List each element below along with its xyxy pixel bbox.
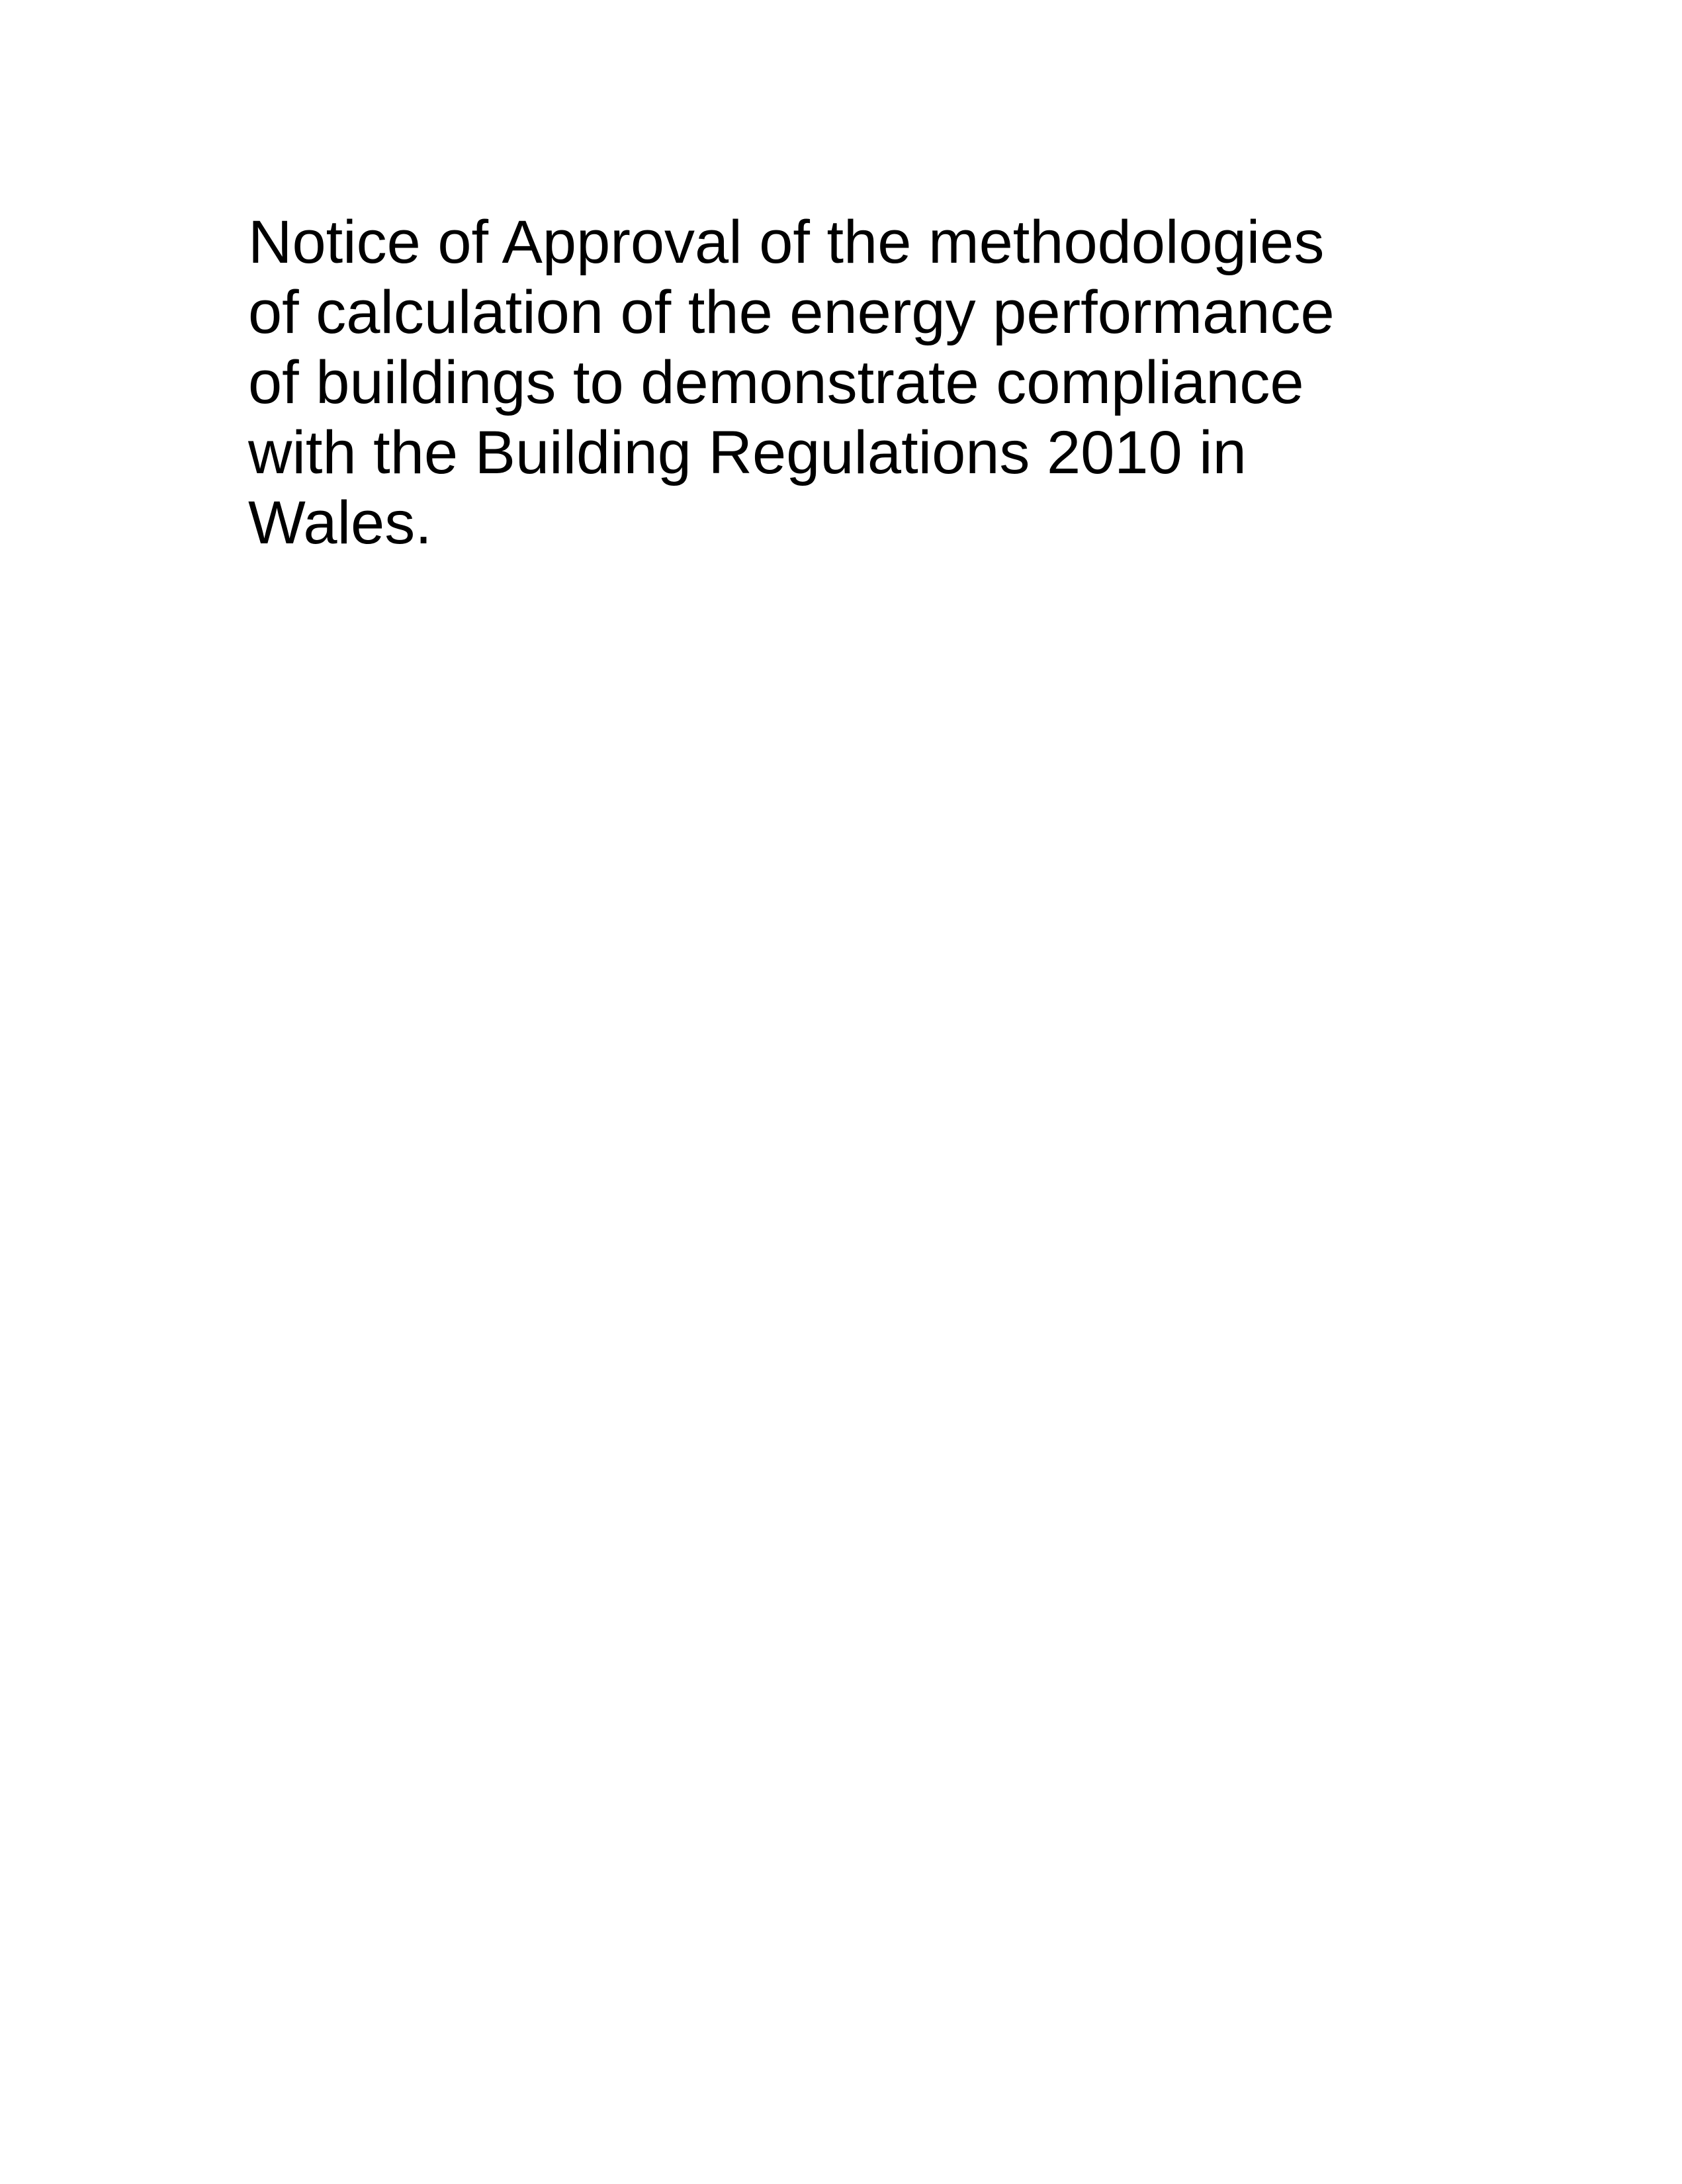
title-line: of calculation of the energy performance [248,279,1335,346]
notice-title [248,207,1466,558]
title-line: of buildings to demonstrate compliance [248,349,1304,416]
title-line: Notice of Approval of the methodologies [248,208,1325,276]
title-line: Wales. [248,489,432,557]
title-line: with the Building Regulations 2010 in [248,419,1247,486]
